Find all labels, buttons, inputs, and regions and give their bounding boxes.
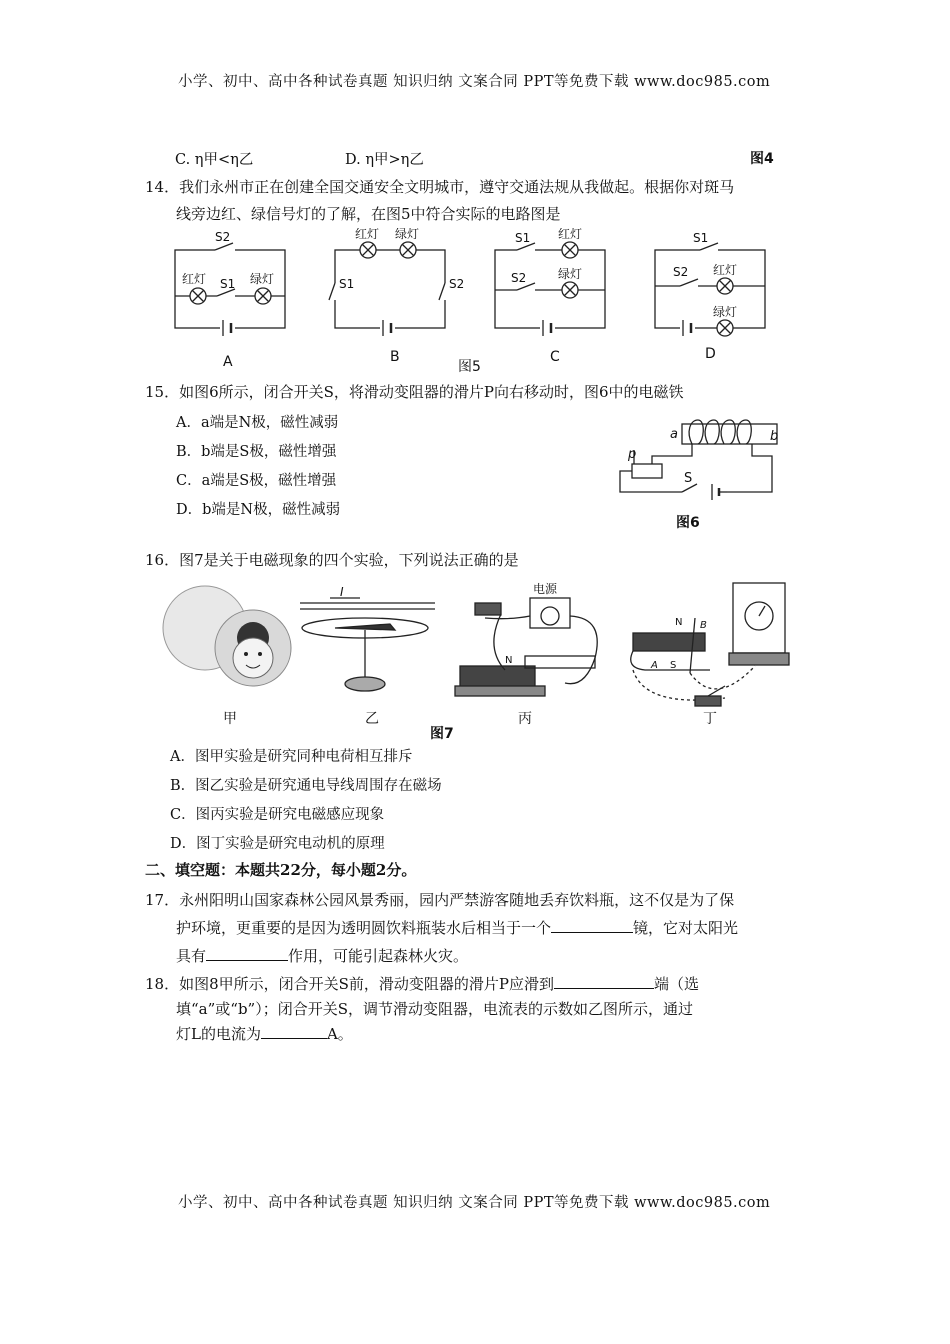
page-header: 小学、初中、高中各种试卷真题 知识归纳 文案合同 PPT等免费下载 www.doc985.com [178,74,771,90]
q14-stem-line2: 线旁边红、绿信号灯的了解，在图5中符合实际的电路图是 [176,205,561,223]
figure-5-circuits [165,228,775,376]
fig5-d-s2: S2 [673,265,689,279]
q13-option-d: D. η甲>η乙 [345,152,424,168]
figure-4-label: 图4 [750,151,774,167]
q18-line1 [145,973,699,995]
q18-line1-b: 端（选 [654,975,700,993]
q18-blank-1[interactable] [554,974,654,989]
q17-line2-b: 镜，它对太阳光 [633,919,739,937]
fig7-panel-bing: 丙 [518,711,532,727]
fig7-a: A [651,660,658,671]
q17-line2-a: 护环境，更重要的是因为透明圆饮料瓶装水后相当于一个 [176,919,552,937]
fig5-a-s1: S1 [220,277,236,291]
q18-line1-a: 18．如图8甲所示，闭合开关S前，滑动变阻器的滑片P应滑到 [145,975,555,993]
fig6-s: S [684,471,693,486]
fig7-n-1: N [505,655,513,666]
fig5-label-d: D [705,346,716,362]
fig5-b-s2: S2 [449,277,465,291]
figure-6-electromagnet [612,412,787,502]
fig7-panel-jia: 甲 [223,711,237,727]
fig5-b-red: 红灯 [355,228,380,241]
q17-line1: 17．永州阳明山国家森林公园风景秀丽，园内严禁游客随地丢弃饮料瓶，这不仅是为了保 [145,891,735,909]
fig5-d-s1: S1 [693,231,709,245]
q17-line3-b: 作用，可能引起森林火灾。 [288,947,469,965]
fig5-d-red: 红灯 [713,263,738,277]
fig7-n-2: N [675,617,683,628]
q14-stem-line1: 14．我们永州市正在创建全国交通安全文明城市，遵守交通法规从我做起。根据你对斑马 [145,178,735,196]
q18-line2: 填“a”或“b”）；闭合开关S，调节滑动变阻器，电流表的示数如乙图所示，通过 [176,1000,693,1018]
figure-7-label: 图7 [430,726,454,742]
fig5-c-s1: S1 [515,231,531,245]
fig5-a-s2: S2 [215,230,231,244]
q15-stem: 15．如图6所示，闭合开关S，将滑动变阻器的滑片P向右移动时，图6中的电磁铁 [145,383,684,401]
fig7-panel-ding: 丁 [703,711,717,727]
q15-option-c: C．a端是S极，磁性增强 [176,473,337,489]
q16-option-b: B．图乙实验是研究通电导线周围存在磁场 [170,778,442,794]
q15-option-d: D．b端是N极，磁性减弱 [176,502,341,518]
section-2-title: 二、填空题：本题共22分，每小题2分。 [145,861,417,879]
q18-line3-a: 灯L的电流为 [176,1025,261,1043]
figure-7-experiments [155,578,795,728]
q17-blank-2[interactable] [206,946,288,961]
fig5-b-green: 绿灯 [395,228,420,241]
q15-option-a: A．a端是N极，磁性减弱 [176,415,339,431]
q16-option-a: A．图甲实验是研究同种电荷相互排斥 [170,749,413,765]
figure-5-label: 图5 [458,359,481,375]
fig7-power: 电源 [533,582,558,596]
fig5-c-s2: S2 [511,271,527,285]
q13-option-c: C. η甲<η乙 [175,152,254,168]
fig5-label-c: C [550,349,560,365]
fig7-panel-yi: 乙 [365,711,379,727]
fig6-p: p [628,447,637,462]
q16-option-c: C．图丙实验是研究电磁感应现象 [170,807,385,823]
fig7-b: B [700,620,707,631]
figure-6-label: 图6 [676,515,700,531]
fig5-c-green: 绿灯 [558,267,583,281]
q18-line3 [176,1023,353,1045]
fig7-i: I [340,585,344,599]
q18-blank-2[interactable] [261,1024,327,1039]
q17-blank-1[interactable] [551,918,633,933]
q16-option-d: D．图丁实验是研究电动机的原理 [170,836,385,852]
q18-line3-b: A。 [326,1025,353,1043]
fig5-b-s1: S1 [339,277,355,291]
fig5-label-a: A [223,354,233,370]
fig6-a: a [670,427,678,442]
fig5-a-red: 红灯 [182,272,207,286]
q17-line3 [176,945,468,967]
fig7-s: S [670,660,677,671]
q16-stem: 16．图7是关于电磁现象的四个实验，下列说法正确的是 [145,551,519,569]
fig5-label-b: B [390,349,400,365]
fig5-c-red: 红灯 [558,228,583,241]
fig5-d-green: 绿灯 [713,305,738,319]
q17-line2 [176,917,738,939]
q15-option-b: B．b端是S极，磁性增强 [176,444,337,460]
page-footer: 小学、初中、高中各种试卷真题 知识归纳 文案合同 PPT等免费下载 www.doc985.com [178,1195,771,1211]
q17-line3-a: 具有 [176,947,207,965]
fig6-b: b [770,429,779,444]
fig5-a-green: 绿灯 [250,272,275,286]
